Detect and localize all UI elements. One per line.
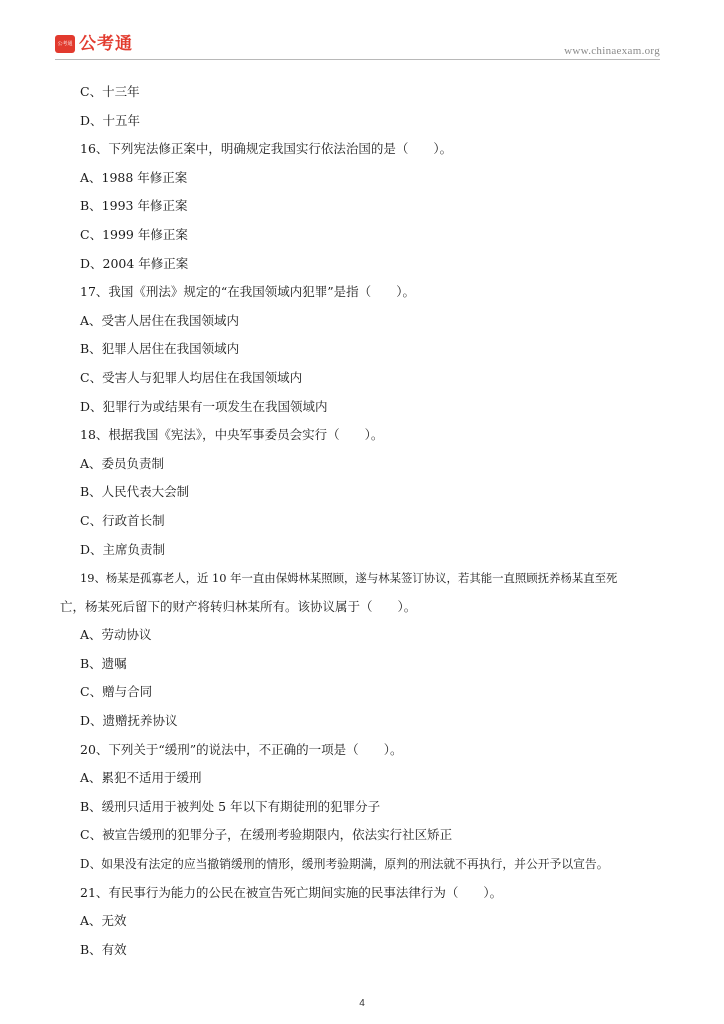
document-body: [60, 78, 670, 964]
q20-option-a: A、累犯不适用于缓刑: [80, 770, 202, 786]
q20-option-b: B、缓刑只适用于被判处 5 年以下有期徒刑的犯罪分子: [80, 798, 381, 814]
q16-option-d: D、2004 年修正案: [80, 255, 189, 271]
q21-option-b: B、有效: [80, 941, 127, 957]
q17-option-d: D、犯罪行为或结果有一项发生在我国领域内: [80, 398, 328, 414]
logo-text: 公考通: [79, 34, 133, 54]
header-divider: [55, 59, 660, 60]
q21-question: 21、有民事行为能力的公民在被宣告死亡期间实施的民事法律行为（ ）。: [80, 884, 503, 900]
logo-badge-icon: 公考通: [55, 35, 75, 53]
q17-question: 17、我国《刑法》规定的“在我国领域内犯罪”是指（ ）。: [80, 284, 415, 300]
q18-option-a: A、委员负责制: [80, 455, 165, 471]
q19-question-continued: 亡，杨某死后留下的财产将转归林某所有。该协议属于（ ）。: [60, 598, 417, 614]
q16-option-c: C、1999 年修正案: [80, 226, 188, 242]
q16-option-a: A、1988 年修正案: [80, 169, 188, 185]
q17-option-b: B、犯罪人居住在我国领域内: [80, 341, 240, 357]
q19-option-d: D、遗赠抚养协议: [80, 713, 178, 729]
q21-option-a: A、无效: [80, 913, 127, 929]
q18-option-c: C、行政首长制: [80, 512, 165, 528]
q15-option-d: D、十五年: [80, 112, 141, 128]
page-header: [0, 0, 724, 62]
q20-option-d: D、如果没有法定的应当撤销缓刑的情形，缓刑考验期满，原判的刑法就不再执行，并公开予以宣告。: [80, 857, 609, 872]
q17-option-c: C、受害人与犯罪人均居住在我国领域内: [80, 369, 303, 385]
q19-question: 19、杨某是孤寡老人，近 10 年一直由保姆林某照顾，遂与林某签订协议，若其能一直照顾抚养杨某直至死: [80, 571, 618, 586]
q18-option-b: B、人民代表大会制: [80, 484, 190, 500]
site-url: www.chinaexam.org: [564, 45, 660, 57]
q18-option-d: D、主席负责制: [80, 541, 166, 557]
q16-option-b: B、1993 年修正案: [80, 198, 188, 214]
q15-option-c: C、十三年: [80, 84, 140, 99]
q19-option-a: A、劳动协议: [80, 627, 152, 643]
q19-option-c: C、赠与合同: [80, 684, 153, 700]
page-number: 4: [359, 998, 365, 1009]
q17-option-a: A、受害人居住在我国领域内: [80, 312, 240, 328]
q20-question: 20、下列关于“缓刑”的说法中，不正确的一项是（ ）。: [80, 741, 403, 757]
logo: [55, 35, 133, 53]
q18-question: 18、根据我国《宪法》，中央军事委员会实行（ ）。: [80, 427, 384, 443]
q19-option-b: B、遗嘱: [80, 655, 127, 671]
q20-option-c: C、被宣告缓刑的犯罪分子，在缓刑考验期限内，依法实行社区矫正: [80, 827, 453, 843]
q16-question: 16、下列宪法修正案中，明确规定我国实行依法治国的是（ ）。: [80, 141, 453, 157]
